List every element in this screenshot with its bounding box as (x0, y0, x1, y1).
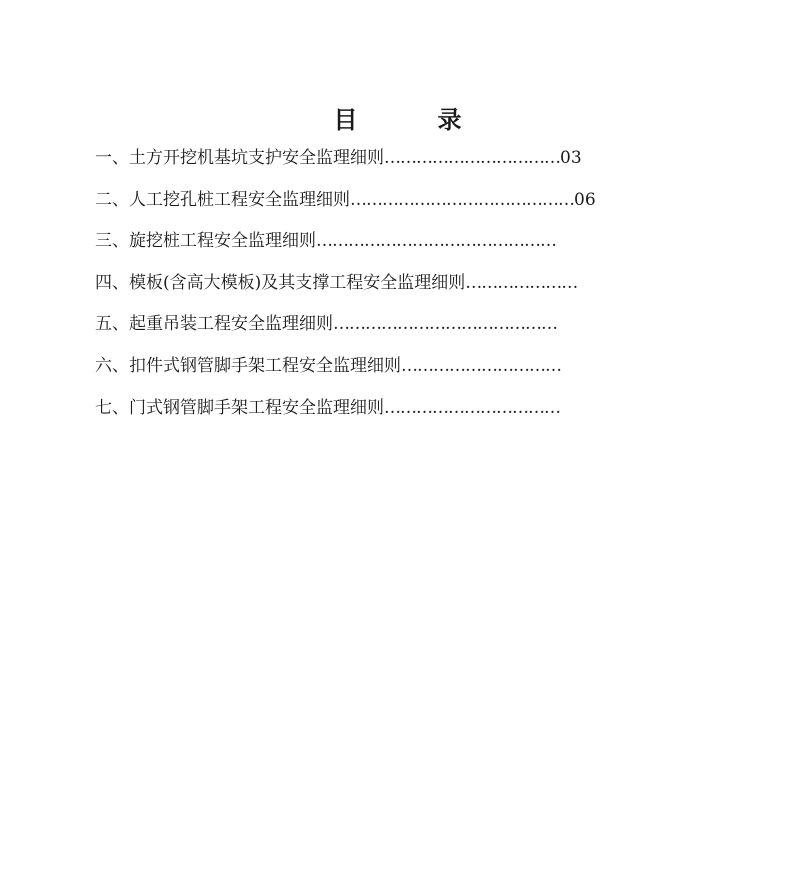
toc-entry-leader: ………………………… (401, 355, 561, 376)
toc-entry-page: 06 (574, 189, 596, 210)
toc-title: 目 录 (333, 105, 490, 134)
toc-entry-leader: …………………………… (384, 148, 560, 168)
table-of-contents (95, 145, 655, 436)
toc-entry-leader: ……………………………………… (316, 231, 556, 252)
toc-entry-label: 二、人工挖孔桩工程安全监理细则 (95, 189, 350, 210)
toc-entry (95, 395, 655, 437)
toc-entry (95, 270, 655, 312)
toc-entry-label: 四、模板(含高大模板)及其支撑工程安全监理细则 (95, 272, 466, 293)
toc-entry-leader: …………………………… (384, 397, 560, 418)
toc-entry-leader: …………………………………… (350, 189, 574, 210)
toc-entry-label: 六、扣件式钢管脚手架工程安全监理细则 (95, 355, 401, 376)
toc-entry-leader: ………………… (465, 272, 578, 293)
toc-entry-label: 七、门式钢管脚手架工程安全监理细则 (95, 397, 384, 418)
toc-entry (95, 311, 655, 353)
toc-entry (95, 353, 655, 395)
toc-entry-page: 03 (560, 148, 582, 168)
toc-entry (95, 187, 655, 229)
toc-entry-leader: …………………………………… (333, 314, 557, 335)
toc-entry-label: 三、旋挖桩工程安全监理细则 (95, 231, 316, 252)
toc-entry-label: 五、起重吊装工程安全监理细则 (95, 314, 333, 335)
toc-entry (95, 145, 655, 187)
toc-entry (95, 228, 655, 270)
toc-entry-label: 一、土方开挖机基坑支护安全监理细则 (95, 148, 384, 168)
